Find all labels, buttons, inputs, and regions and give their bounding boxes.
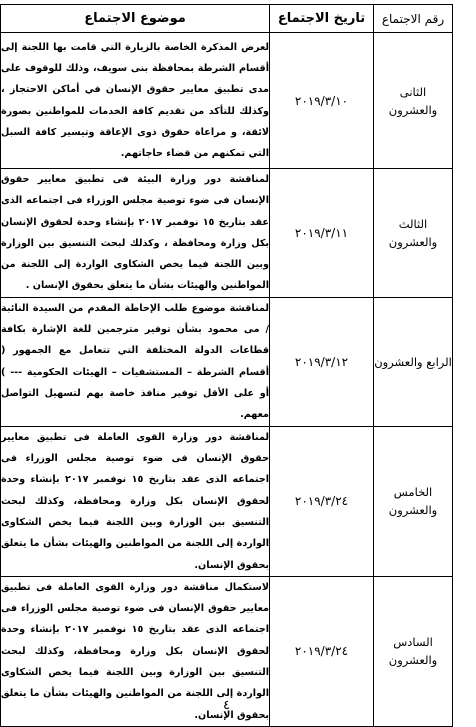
meeting-topic: لمناقشة موضوع طلب الإحاطة المقدم من السيدة النائبة / مى محمود بشأن توفير مترجمين للغة الإشارة بكافة قطاعات الدولة المختلفة التي تتعامل مع الجمهور ( أقسام الشرطة – المستشفيات – الهيئات الحكومية --- ) أو على الأقل توفير منافذ خاصة بهم لتسهيل التواصل معهم. (1, 297, 270, 426)
table-row (1, 297, 453, 426)
table-row (1, 33, 453, 169)
page-number: ٤ (223, 698, 230, 713)
meeting-date: ٢٠١٩/٣/١٠ (270, 33, 374, 169)
meeting-topic: لعرض المذكرة الخاصة بالزيارة التي قامت بها اللجنة إلى أقسام الشرطة بمحافظة بنى سويف، وذلك للوقوف على مدى تطبيق معايير حقوق الإنسان في أماكن الاحتجاز ، وكذلك للتأكد من تقديم كافة الخدمات للمواطنين بصورة لائقة، و مراعاة حقوق ذوى الإعاقة وتيسير كافة السبل التي تمكنهم من قضاء حاجاتهم. (1, 33, 270, 169)
header-meeting-topic: موضوع الاجتماع (1, 5, 270, 33)
meeting-topic: لمناقشة دور وزارة القوى العاملة فى تطبيق معايير حقوق الإنسان فى ضوء توصية مجلس الوزراء فى اجتماعه الذى عقد بتاريخ ١٥ نوفمبر ٢٠١٧ بإنشاء وحدة لحقوق الإنسان بكل وزارة ومحافظة، وكذلك لبحث التنسيق بين الوزارة وبين اللجنة فيما يخص الشكاوى الواردة إلى اللجنة من المواطنين والهيئات بشأن ما يتعلق بحقوق الإنسان. (1, 426, 270, 576)
meetings-table (0, 4, 453, 727)
meeting-date: ٢٠١٩/٣/١١ (270, 169, 374, 298)
meeting-number: الرابع والعشرون (374, 297, 453, 426)
meeting-topic: لمناقشة دور وزارة البيئة فى تطبيق معايير حقوق الإنسان فى ضوء توصية مجلس الوزراء فى اجتماعه الذى عقد بتاريخ ١٥ نوفمبر ٢٠١٧ بإنشاء وحدة لحقوق الإنسان بكل وزارة ومحافظة ، وكذلك لبحث التنسيق بين الوزارة وبين اللجنة فيما يخص الشكاوى الواردة إلى اللجنة من المواطنين والهيئات بشأن ما يتعلق بحقوق الإنسان . (1, 169, 270, 298)
meeting-date: ٢٠١٩/٣/٢٤ (270, 426, 374, 576)
meeting-topic: لاستكمال مناقشة دور وزارة القوى العاملة فى تطبيق معايير حقوق الإنسان فى ضوء توصية مجلس الوزراء فى اجتماعه الذى عقد بتاريخ ١٥ نوفمبر ٢٠١٧ بإنشاء وحدة لحقوق الإنسان بكل وزارة ومحافظة، وكذلك لبحث التنسيق بين الوزارة وبين اللجنة فيما يخص الشكاوى الواردة إلى اللجنة من المواطنين والهيئات بشأن ما يتعلق بحقوق الإنسان. (1, 576, 270, 726)
meeting-date: ٢٠١٩/٣/٢٤ (270, 576, 374, 726)
meeting-date: ٢٠١٩/٣/١٢ (270, 297, 374, 426)
table-row (1, 426, 453, 576)
header-meeting-number: رقم الاجتماع (374, 5, 453, 33)
table-header-row (1, 5, 453, 33)
meeting-number: الخامس والعشرون (374, 426, 453, 576)
meeting-number: السادس والعشرون (374, 576, 453, 726)
table-row (1, 169, 453, 298)
header-meeting-date: تاريخ الاجتماع (270, 5, 374, 33)
meeting-number: الثالث والعشرون (374, 169, 453, 298)
meeting-number: الثانى والعشرون (374, 33, 453, 169)
